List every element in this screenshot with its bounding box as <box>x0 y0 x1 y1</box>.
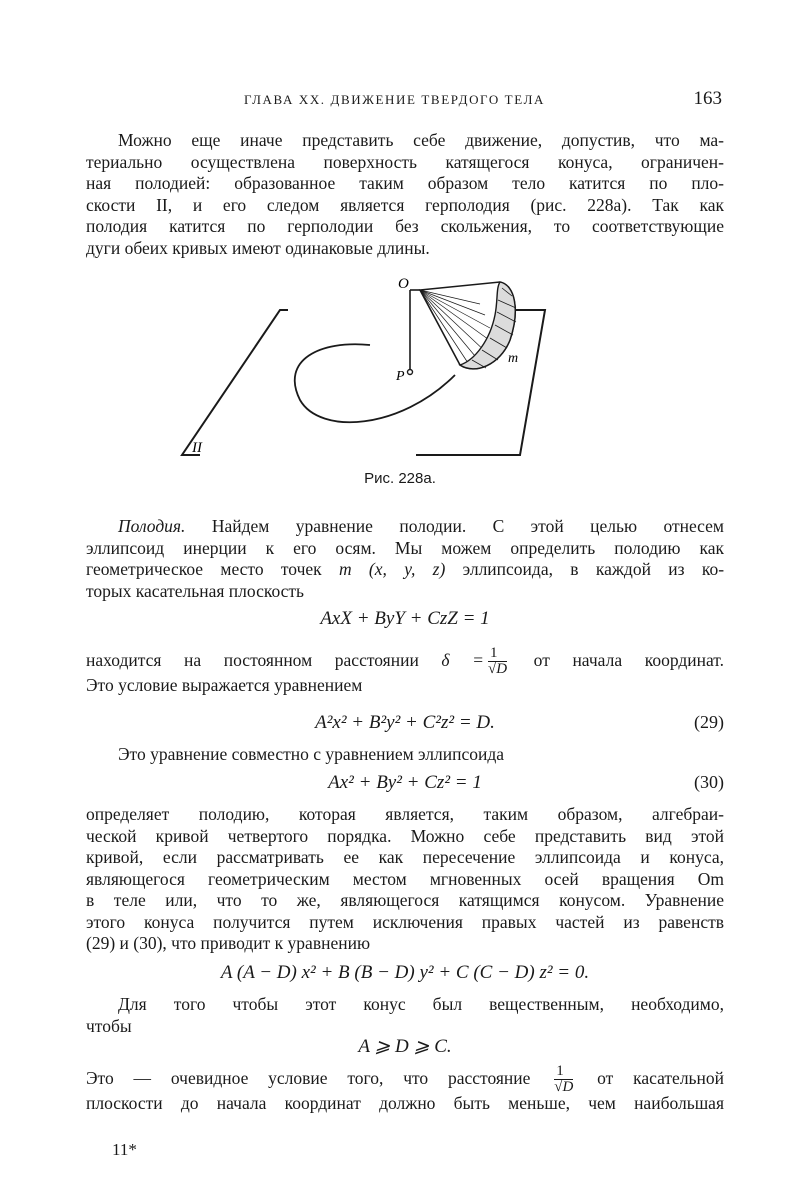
paragraph-algebraic-curve <box>86 804 724 955</box>
equation-30-formula: Ax² + By² + Cz² = 1 <box>328 772 482 793</box>
equation-tangent-plane: AxX + ByY + CzZ = 1 <box>320 608 490 629</box>
figure-caption: Рис. 228а. <box>364 470 436 487</box>
paragraph-joint <box>86 744 724 766</box>
text-line: Для того чтобы этот конус был вещественным, необходимо, <box>118 994 724 1014</box>
text-line: Это уравнение совместно с уравнением эллипсоида <box>118 744 504 764</box>
text-span: эллипсоида, в каждой из ко- <box>462 559 725 579</box>
text-line: скости II, и его следом является герполодия (рис. 228а). Так как <box>86 194 724 215</box>
equation-30 <box>86 772 724 794</box>
page-number: 163 <box>693 88 722 109</box>
text-line: полодия катится по герполодии без скольжения, то соответствующие <box>86 216 724 236</box>
math-point-m: m (x, y, z) <box>338 559 446 579</box>
point-p <box>408 370 413 375</box>
running-title: ГЛАВА XX. ДВИЖЕНИЕ ТВЕРДОГО ТЕЛА <box>244 92 545 107</box>
text-line: эллипсоид инерции к его осям. Мы можем определить полодию как <box>86 537 724 558</box>
paragraph-polhode <box>86 516 724 602</box>
fraction <box>488 646 507 677</box>
fraction-den: √D <box>554 1079 574 1096</box>
page-header <box>86 88 722 114</box>
paragraph-condition <box>86 1063 724 1115</box>
fraction-num: 1 <box>554 1064 573 1080</box>
math-delta: δ = <box>441 650 484 670</box>
text-line: ческой кривой четвертого порядка. Можно себе представить вид этой <box>86 825 724 846</box>
text-line <box>86 559 724 581</box>
text-span: геометрическое место точек <box>86 559 322 579</box>
text-line <box>86 1063 725 1096</box>
equation-29-number: (29) <box>694 712 724 732</box>
text-line: Можно еще иначе представить себе движение, допустив, что ма- <box>118 130 724 150</box>
text-span: Найдем уравнение полодии. С этой целью отнесем <box>211 516 724 536</box>
paragraph-rolling-cone <box>86 130 724 259</box>
label-p: P <box>396 369 405 384</box>
text-line: в теле или, что то же, являющегося катящимся конусом. Уравнение <box>86 890 724 910</box>
equation-cone: A (A − D) x² + B (B − D) y² + C (C − D) z² = 0. <box>220 962 590 983</box>
text-span: от начала координат. <box>533 650 724 670</box>
text-line: являющегося геометрическим местом мгновенных осей вращения Om <box>86 868 724 889</box>
paragraph-real-cone <box>86 994 724 1037</box>
fraction-num: 1 <box>488 646 507 662</box>
figure-228a <box>170 270 550 465</box>
text-line <box>86 516 724 538</box>
text-span: находится на постоянном расстоянии <box>86 650 419 670</box>
text-span: от касательной <box>597 1068 725 1088</box>
text-line: этого конуса получится путем исключения правых частей из равенств <box>86 911 724 932</box>
text-line: плоскости до начала координат должно быть меньше, чем наибольшая <box>86 1093 724 1113</box>
equation-inequality: A ⩾ D ⩾ C. <box>358 1036 452 1057</box>
text-line: ная полодией: образованное таким образом тело катится по пло- <box>86 173 724 193</box>
plane-edge-left <box>182 310 288 455</box>
paragraph-distance <box>86 645 724 697</box>
text-span: Это — очевидное условие того, что расстояние <box>86 1068 531 1088</box>
text-line: дуги обеих кривых имеют одинаковые длины. <box>86 237 430 258</box>
text-line: териально осуществлена поверхность катящегося конуса, ограничен- <box>86 151 724 172</box>
text-line <box>86 645 724 678</box>
equation-30-number: (30) <box>694 772 724 792</box>
text-line: Это условие выражается уравнением <box>86 675 363 695</box>
fraction <box>554 1064 573 1095</box>
text-line: чтобы <box>86 1015 132 1036</box>
polhode-lead: Полодия. <box>118 516 186 536</box>
fraction-den: √D <box>487 661 508 678</box>
text-line: кривой, если рассматривать ее как пересечение эллипсоида и конуса, <box>86 847 724 867</box>
printer-signature: 11* <box>112 1140 137 1159</box>
label-plane: II <box>192 440 202 456</box>
label-o: O <box>398 276 409 292</box>
herpolhode-curve <box>295 344 455 422</box>
equation-29 <box>86 712 724 734</box>
equation-29-formula: A²x² + B²y² + C²z² = D. <box>315 712 495 733</box>
label-m: m <box>508 351 519 366</box>
text-line: определяет полодию, которая является, таким образом, алгебраи- <box>86 804 724 824</box>
text-line: (29) и (30), что приводит к уравнению <box>86 933 371 953</box>
text-line: торых касательная плоскость <box>86 580 305 601</box>
